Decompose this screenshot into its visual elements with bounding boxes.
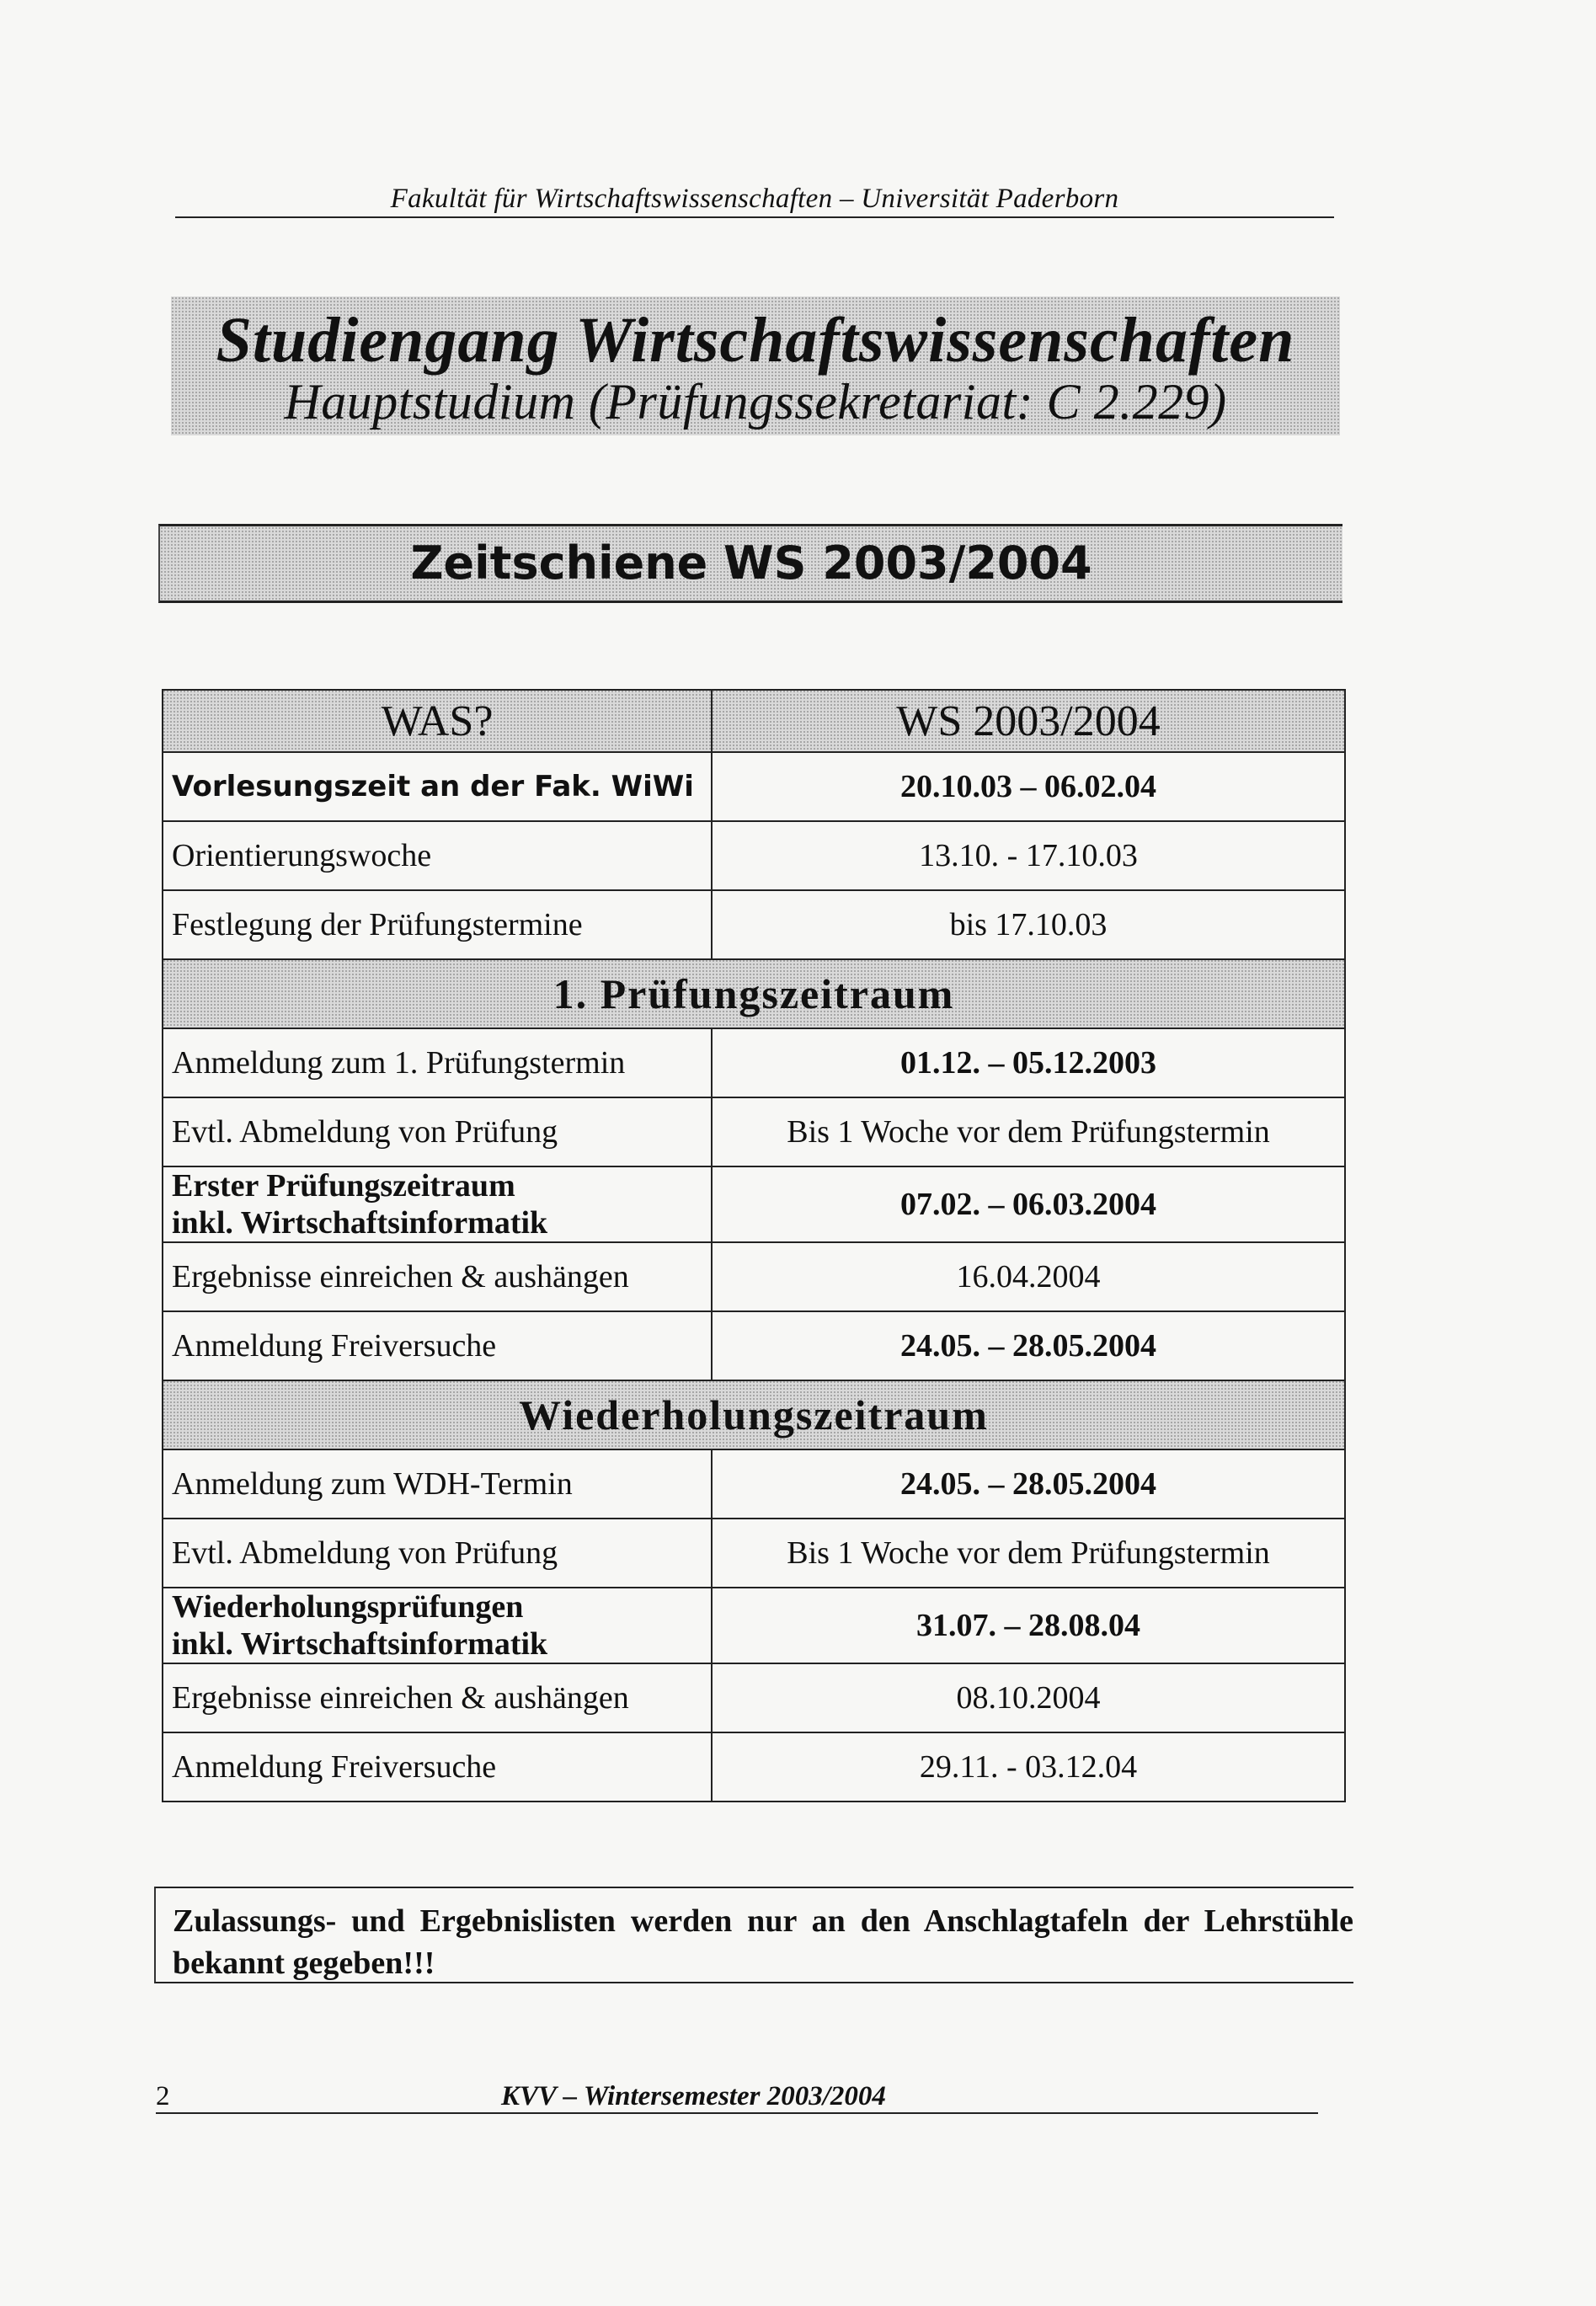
row-value: 08.10.2004 bbox=[712, 1663, 1345, 1732]
row-label-line: Erster Prüfungszeitraum bbox=[172, 1168, 515, 1204]
program-subtitle: Hauptstudium (Prüfungssekretariat: C 2.229) bbox=[284, 374, 1227, 430]
row-label-line: inkl. Wirtschaftsinformatik bbox=[172, 1205, 548, 1241]
row-label: Festlegung der Prüfungstermine bbox=[163, 890, 712, 959]
table-row bbox=[163, 1028, 1345, 1097]
table-header-row bbox=[163, 690, 1345, 752]
table-row bbox=[163, 1663, 1345, 1732]
row-value: 24.05. – 28.05.2004 bbox=[712, 1311, 1345, 1380]
row-value: bis 17.10.03 bbox=[712, 890, 1345, 959]
footer-text: KVV – Wintersemester 2003/2004 bbox=[501, 2081, 886, 2111]
table-row bbox=[163, 1588, 1345, 1663]
table-row bbox=[163, 1242, 1345, 1311]
page-footer bbox=[156, 2070, 1318, 2114]
row-value: 20.10.03 – 06.02.04 bbox=[712, 752, 1345, 821]
title-block bbox=[171, 296, 1340, 435]
row-label: Anmeldung zum WDH-Termin bbox=[163, 1449, 712, 1519]
header-what: WAS? bbox=[163, 690, 712, 752]
row-label: Orientierungswoche bbox=[163, 821, 712, 890]
section-header-row bbox=[163, 1380, 1345, 1449]
row-value: Bis 1 Woche vor dem Prüfungstermin bbox=[712, 1097, 1345, 1166]
table-row bbox=[163, 1519, 1345, 1588]
table-row bbox=[163, 1732, 1345, 1802]
row-label: Evtl. Abmeldung von Prüfung bbox=[163, 1097, 712, 1166]
row-value: 24.05. – 28.05.2004 bbox=[712, 1449, 1345, 1519]
row-value: 07.02. – 06.03.2004 bbox=[712, 1166, 1345, 1242]
header-term: WS 2003/2004 bbox=[712, 690, 1345, 752]
table-row bbox=[163, 1097, 1345, 1166]
row-label: Ergebnisse einreichen & aushängen bbox=[163, 1242, 712, 1311]
row-label: Anmeldung zum 1. Prüfungstermin bbox=[163, 1028, 712, 1097]
faculty-header: Fakultät für Wirtschaftswissenschaften – Universität Paderborn bbox=[175, 184, 1334, 218]
row-label: Vorlesungszeit an der Fak. WiWi bbox=[163, 752, 712, 821]
row-label-line: Wiederholungsprüfungen bbox=[172, 1589, 524, 1625]
row-label bbox=[163, 1588, 712, 1663]
row-label: Ergebnisse einreichen & aushängen bbox=[163, 1663, 712, 1732]
row-value: 29.11. - 03.12.04 bbox=[712, 1732, 1345, 1802]
row-value: Bis 1 Woche vor dem Prüfungstermin bbox=[712, 1519, 1345, 1588]
table-row bbox=[163, 1449, 1345, 1519]
row-label: Evtl. Abmeldung von Prüfung bbox=[163, 1519, 712, 1588]
row-label-line: inkl. Wirtschaftsinformatik bbox=[172, 1626, 548, 1662]
row-value: 16.04.2004 bbox=[712, 1242, 1345, 1311]
row-value: 31.07. – 28.08.04 bbox=[712, 1588, 1345, 1663]
section-title: Wiederholungszeitraum bbox=[163, 1380, 1345, 1449]
row-value: 13.10. - 17.10.03 bbox=[712, 821, 1345, 890]
row-label bbox=[163, 1166, 712, 1242]
notice-box: Zulassungs- und Ergebnislisten werden nur an den Anschlagtafeln der Lehrstühle bekannt gegeben!!! bbox=[154, 1887, 1353, 1983]
table-row bbox=[163, 1166, 1345, 1242]
table-row bbox=[163, 821, 1345, 890]
table-row bbox=[163, 890, 1345, 959]
row-value: 01.12. – 05.12.2003 bbox=[712, 1028, 1345, 1097]
row-label: Anmeldung Freiversuche bbox=[163, 1732, 712, 1802]
section-title: 1. Prüfungszeitraum bbox=[163, 959, 1345, 1028]
section-header-row bbox=[163, 959, 1345, 1028]
timeline-heading: Zeitschiene WS 2003/2004 bbox=[158, 524, 1342, 603]
program-title: Studiengang Wirtschaftswissenschaften bbox=[216, 305, 1295, 376]
table-row bbox=[163, 752, 1345, 821]
schedule-table bbox=[162, 689, 1346, 1802]
row-label: Anmeldung Freiversuche bbox=[163, 1311, 712, 1380]
page-number: 2 bbox=[156, 2081, 170, 2111]
table-row bbox=[163, 1311, 1345, 1380]
